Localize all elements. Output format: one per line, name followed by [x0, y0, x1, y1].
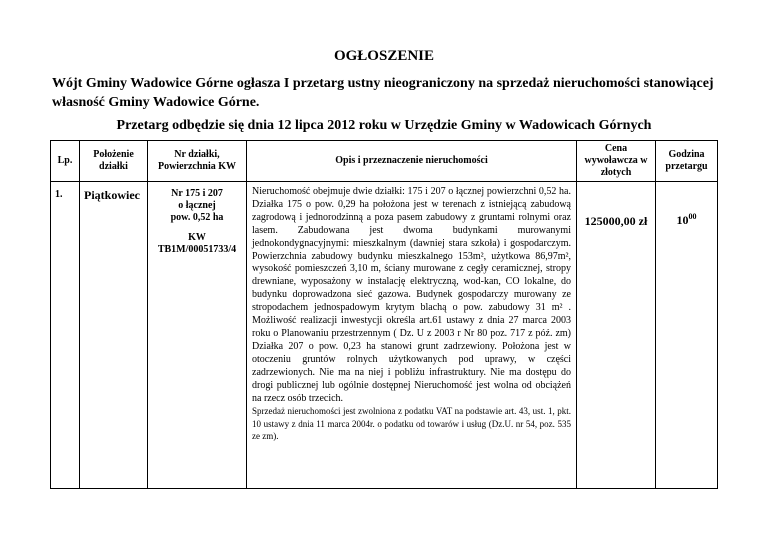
document-title: OGŁOSZENIE — [333, 48, 435, 64]
table-header-row — [51, 141, 718, 182]
row-lp: 1. — [51, 182, 80, 489]
table-row — [51, 182, 718, 489]
parcel-area: pow. 0,52 ha — [170, 212, 224, 223]
minutes-value: 00 — [688, 212, 697, 221]
row-price: 125000,00 zł — [577, 182, 656, 489]
header-location: Położenie działki — [80, 141, 148, 182]
header-lp: Lp. — [51, 141, 80, 182]
kw-number: TB1M/00051733/4 — [157, 244, 237, 255]
description-main: Nieruchomość obejmuje dwie działki: 175 i 207 o łącznej powierzchni 0,52 ha. Działka 175 o pow. 0,29 ha położona jest w terenach z istniejącą zabudową zagrodową i jednorodzinną a poza pasem zabudowy z gruntami rolnymi oraz lasem. Zabudowana jest dwoma budynkami murowanymi jednokondygnacyjnymi: mieszkalnym (dawniej stara szkoła) i gospodarczym. Powierzchnia zabudowy budynku mieszkalnego 153m², użytkowa 86,97m², wysokość pomieszczeń 3,10 m, ściany murowane z cegły ceramicznej, stropy drewniane, wyposażony w instalację elektryczną, wod-kan, CO lokalne, do budynku doprowadzona sieć gazowa. Budynek gospodarczy murowany ze stropodachem jednospadowym krytym blachą o pow. zabudowy 31 m² . Możliwość realizacji inwestycji określa art.61 ustawy z dnia 27 marca 2003 roku o Planowaniu przestrzennym ( Dz. U z 2003 r Nr 80 poz. 717 z póź. zm) Działka 207 o pow. 0,23 ha stanowi grunt zadrzewiony. Położona jest w otoczeniu gruntów rolnych użytkowanych pod uprawy, w części zadrzewionych. Nie ma na niej i pobliżu infrastruktury. Nie ma dostępu do drogi publicznej lub ogólnie dostępnej Nieruchomość jest wolna od obciążeń na rzecz osób trzecich. — [252, 186, 571, 404]
header-hour: Godzina przetargu — [656, 141, 718, 182]
header-description: Opis i przeznaczenie nieruchomości — [247, 141, 577, 182]
header-parcel: Nr działki, Powierzchnia KW — [148, 141, 247, 182]
row-parcel — [148, 182, 247, 489]
auction-date-line: Przetarg odbędzie się dnia 12 lipca 2012 roku w Urzędzie Gminy w Wadowicach Górnych — [116, 118, 652, 133]
row-description — [247, 182, 577, 489]
parcel-numbers: Nr 175 i 207 — [171, 188, 223, 199]
row-location: Piątkowiec — [80, 182, 148, 489]
property-table — [50, 140, 718, 489]
hour-value: 10 — [676, 213, 689, 227]
parcel-total-label: o łącznej — [178, 200, 216, 211]
row-hour — [656, 182, 718, 489]
header-price: Cena wywoławcza w złotych — [577, 141, 656, 182]
kw-label: KW — [188, 232, 206, 243]
announcement-subtitle: Wójt Gminy Wadowice Górne ogłasza I przetarg ustny nieograniczony na sprzedaż nieruchomości stanowiącej własność Gminy Wadowice Górne. — [52, 76, 714, 110]
description-vat: Sprzedaż nieruchomości jest zwolniona z podatku VAT na podstawie art. 43, ust. 1, pkt. 10 ustawy z dnia 11 marca 2004r. o podatku od towarów i usług (Dz.U. nr 54, poz. 535 ze zm). — [252, 406, 571, 442]
